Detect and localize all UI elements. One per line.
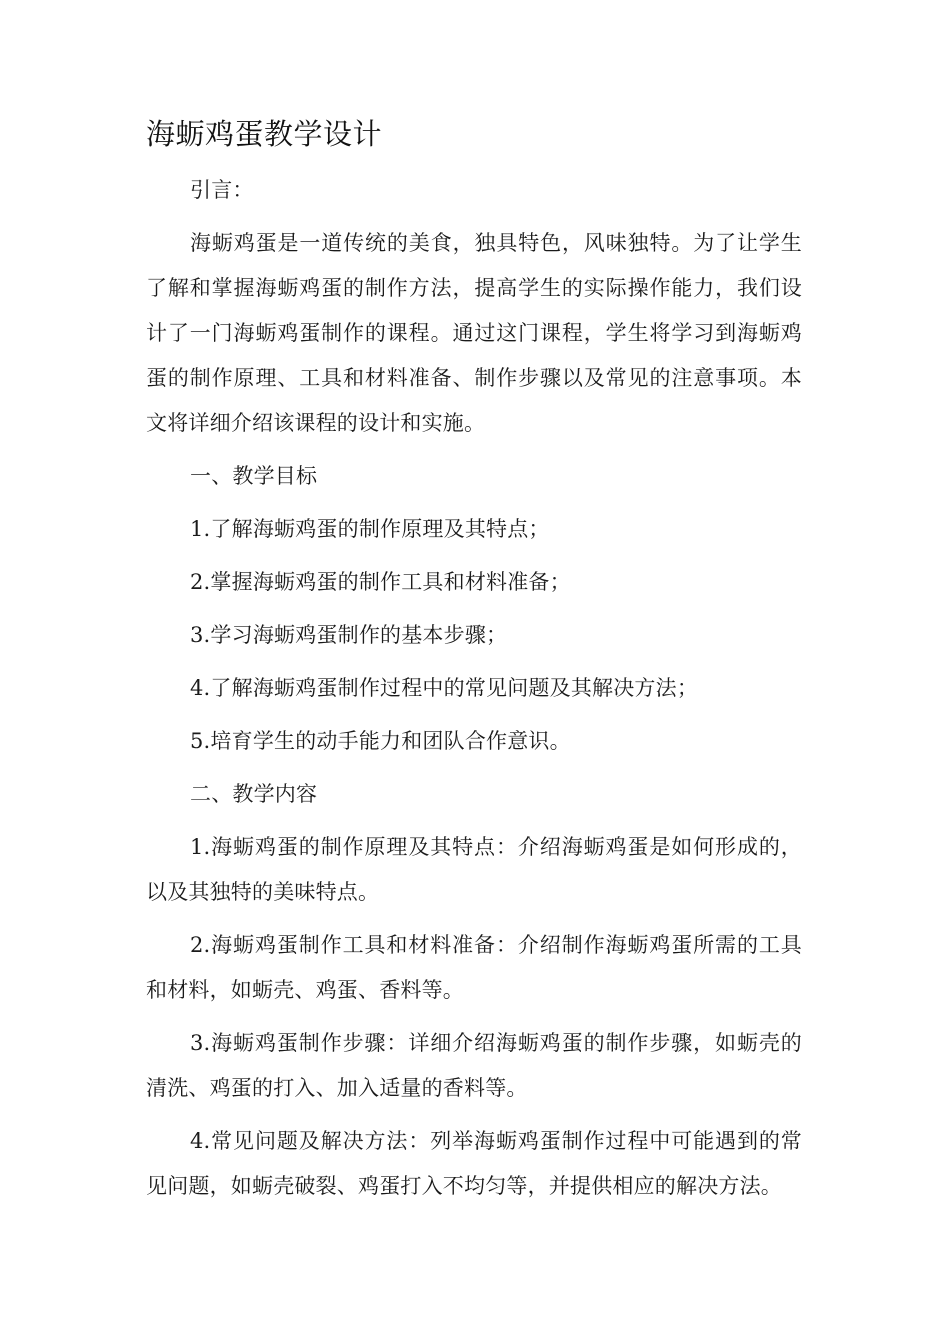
content-item: 3.海蛎鸡蛋制作步骤：详细介绍海蛎鸡蛋的制作步骤，如蛎壳的清洗、鸡蛋的打入、加入适量的香料等。 (146, 1031, 802, 1100)
intro-label: 引言： (190, 178, 254, 202)
section-heading-content: 二、教学内容 (190, 782, 318, 806)
objective-item: 1.了解海蛎鸡蛋的制作原理及其特点； (190, 517, 550, 541)
section-heading-objectives: 一、教学目标 (190, 464, 318, 488)
content-item: 1.海蛎鸡蛋的制作原理及其特点：介绍海蛎鸡蛋是如何形成的，以及其独特的美味特点。 (146, 835, 802, 904)
content-item: 2.海蛎鸡蛋制作工具和材料准备：介绍制作海蛎鸡蛋所需的工具和材料，如蛎壳、鸡蛋、香料等。 (146, 933, 802, 1002)
objective-item: 5.培育学生的动手能力和团队合作意识。 (190, 729, 571, 753)
objective-item: 4.了解海蛎鸡蛋制作过程中的常见问题及其解决方法； (190, 676, 699, 700)
document-title: 海蛎鸡蛋教学设计 (146, 117, 383, 151)
document-body (146, 168, 802, 1217)
objective-item: 2.掌握海蛎鸡蛋的制作工具和材料准备； (190, 570, 571, 594)
content-item: 4.常见问题及解决方法：列举海蛎鸡蛋制作过程中可能遇到的常见问题，如蛎壳破裂、鸡蛋打入不均匀等，并提供相应的解决方法。 (146, 1129, 802, 1198)
objective-item: 3.学习海蛎鸡蛋制作的基本步骤； (190, 623, 508, 647)
intro-paragraph: 海蛎鸡蛋是一道传统的美食，独具特色，风味独特。为了让学生了解和掌握海蛎鸡蛋的制作方法，提高学生的实际操作能力，我们设计了一门海蛎鸡蛋制作的课程。通过这门课程，学生将学习到海蛎鸡蛋的制作原理、工具和材料准备、制作步骤以及常见的注意事项。本文将详细介绍该课程的设计和实施。 (146, 231, 802, 435)
